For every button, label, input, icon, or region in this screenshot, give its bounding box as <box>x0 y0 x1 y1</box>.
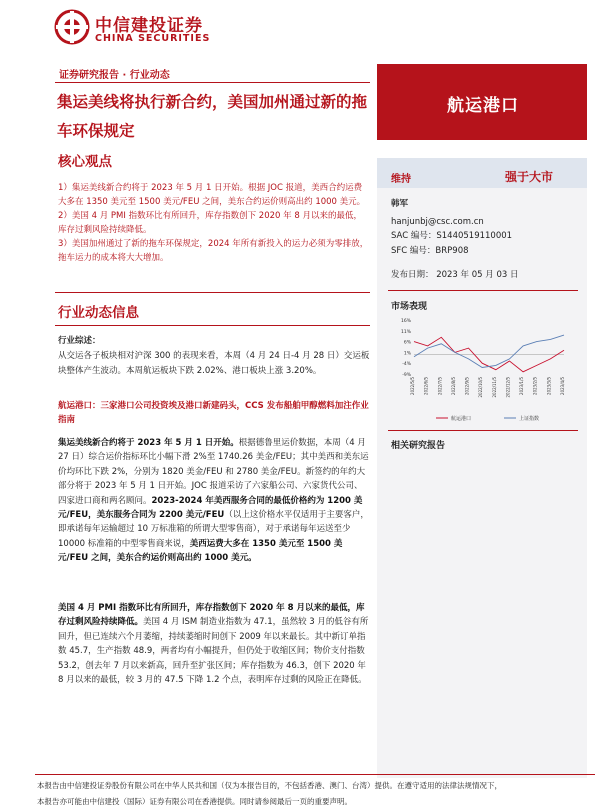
x-tick-label: 2023/1/5 <box>519 377 525 395</box>
report-type: 证券研究报告 · 行业动态 <box>59 70 170 81</box>
y-tick-label: 1% <box>403 351 411 357</box>
disclaimer-line: 本报告由中信建投证券股份有限公司在中华人民共和国（仅为本报告目的，不包括香港、澳门、台湾）提供。在遵守适用的法律法规情况下， <box>37 781 502 790</box>
market-performance-title: 市场表现 <box>391 302 428 312</box>
publish-date: 发布日期： 2023 年 05 月 03 日 <box>391 270 519 280</box>
x-tick-label: 2023/2/5 <box>532 377 538 395</box>
core-point: 3）美国加州通过了新的拖车环保规定，2024 年所有新投入的运力必须为零排放，拖车运力的成本将大大增加。 <box>58 239 369 263</box>
paragraph-contracts <box>58 436 370 566</box>
y-tick-label: 6% <box>403 340 411 346</box>
legend-label: 上证指数 <box>519 416 540 422</box>
analyst-sac: SAC 编号：S1440519110001 <box>391 231 513 241</box>
core-heading: 核心观点 <box>58 154 112 170</box>
x-tick-label: 2023/3/5 <box>546 377 552 395</box>
paragraph-emphasis: 2023-2024 年美西服务合同的最低价格约为 1200 美元/FEU，美东服务合同为 2200 美元/FEU <box>58 495 363 521</box>
y-tick-label: 11% <box>400 329 411 335</box>
legend-label: 航运港口 <box>451 416 472 422</box>
logo-chinese-name: 中信建投证券 <box>95 16 203 36</box>
paragraph-emphasis: 美西运费大多在 1350 美元至 1500 美元/FEU 之间，美东合约运价则高出约 1000 美元。 <box>58 538 343 564</box>
x-tick-label: 2022/6/5 <box>423 377 429 395</box>
summary-block <box>58 334 370 378</box>
core-point: 1）集运美线新合约将于 2023 年 5 月 1 日开始。根据 JOC 报道，美西合约运费大多在 1350 美元至 1500 美元/FEU 之间，美东合约运价则高出约 1000 美元。 <box>58 183 366 207</box>
header-divider <box>55 82 370 83</box>
core-points <box>58 181 370 265</box>
y-tick-label: -9% <box>402 373 411 378</box>
sidebar-divider <box>388 430 578 431</box>
analyst-email: hanjunbj@csc.com.cn <box>391 216 484 227</box>
paragraph-lead: 集运美线新合约将于 2023 年 5 月 1 日开始。 <box>58 438 239 448</box>
disclaimer <box>37 778 597 810</box>
paragraph-pmi <box>58 601 370 687</box>
x-tick-label: 2022/8/5 <box>450 377 456 395</box>
footer-divider <box>35 774 595 775</box>
sidebar-divider <box>388 290 578 291</box>
core-point: 2）美国 4 月 PMI 指数环比有所回升，库存指数创下 2020 年 8 月以来的最低，库存过剩风险持续降低。 <box>58 211 362 235</box>
related-reports-title: 相关研究报告 <box>391 441 446 451</box>
paragraph-lead: 美国 4 月 PMI 指数环比有所回升，库存指数创下 2020 年 8 月以来的最低，库存过剩风险持续降低。 <box>58 603 365 628</box>
y-tick-label: -4% <box>402 362 411 368</box>
x-tick-label: 2022/12/5 <box>505 377 511 398</box>
sector-label: 航运港口 <box>447 96 519 116</box>
logo-english-name: CHINA SECURITIES <box>95 33 211 44</box>
analyst-sfc: SFC 编号：BRP908 <box>391 245 469 256</box>
summary-label: 行业综述： <box>58 336 101 346</box>
news-heading: 行业动态信息 <box>58 305 139 321</box>
x-tick-label: 2022/5/5 <box>410 377 415 395</box>
x-tick-label: 2022/11/5 <box>491 377 497 398</box>
paragraph-text: （以上这价格水平仅适用于主要客户，即承诺每年运输超过 10 万标准箱的所谓大型零售商），对于承诺每年运送至少 10000 标准箱的中型零售商来说， <box>58 510 369 549</box>
paragraph-text: 美国 4 月 ISM 制造业指数为 47.1，虽然较 3 月的低谷有所回升，但已连续六个月萎缩，持续萎缩时间创下 2009 年以来最长。其中新订单指数 45.7，生产指数 48.9，两者均有小幅提升，但仍处于收缩区间；物价支付指数 53.2，创去年 7 月以来新高，回升至扩张区间；库存指数为 46.3，创下 2020 年 8 月以来的最低，较 3 月的 47.5 下降 1.2 个点，表明库存过剩的风险正在降低。 <box>58 617 369 686</box>
y-tick-label: 16% <box>400 319 411 324</box>
page-title: 集运美线将执行新合约，美国加州通过新的拖车环保规定 <box>57 93 368 140</box>
x-tick-label: 2022/9/5 <box>464 377 470 395</box>
x-tick-label: 2022/10/5 <box>478 377 484 398</box>
rating-value: 强于大市 <box>505 170 554 184</box>
section-divider <box>55 325 370 326</box>
logo-emblem-icon <box>55 10 89 44</box>
paragraph-text: 根据德鲁里运价数据，本周（4 月 27 日）综合运价指标环比小幅下滑 2%至 1740.26 美金/FEU；其中美西和美东运价均环比下跌 2%，分别为 1820 美金/FEU 和 2780 美金/FEU。新签约的年约大部分将于 2023 年 5 月 1 日开始。JOC 报道采访了六家船公司、六家货代公司、四家进口商和两名顾问。 <box>58 438 369 506</box>
rating-action: 维持 <box>391 174 411 185</box>
analyst-info <box>391 197 512 258</box>
company-logo <box>55 8 225 48</box>
sector-banner <box>377 64 587 140</box>
analyst-name: 韩军 <box>391 199 409 209</box>
disclaimer-line: 本报告亦可能由中信建投（国际）证券有限公司在香港提供。同时请参阅最后一页的重要声明。 <box>37 797 352 806</box>
news-subheading: 航运港口：三家港口公司投资埃及港口新建码头，CCS 发布船舶甲醇燃料加注作业指南 <box>58 401 369 426</box>
section-divider <box>55 292 370 293</box>
summary-text: 从交运各子板块相对沪深 300 的表现来看，本周（4 月 24 日-4 月 28 日）交运板块整体产生波动。本周航运板块下跌 2.02%、港口板块上涨 3.20%。 <box>58 351 370 376</box>
market-performance-chart <box>388 314 584 426</box>
x-tick-label: 2023/4/5 <box>560 377 565 395</box>
x-tick-label: 2022/7/5 <box>437 377 443 395</box>
